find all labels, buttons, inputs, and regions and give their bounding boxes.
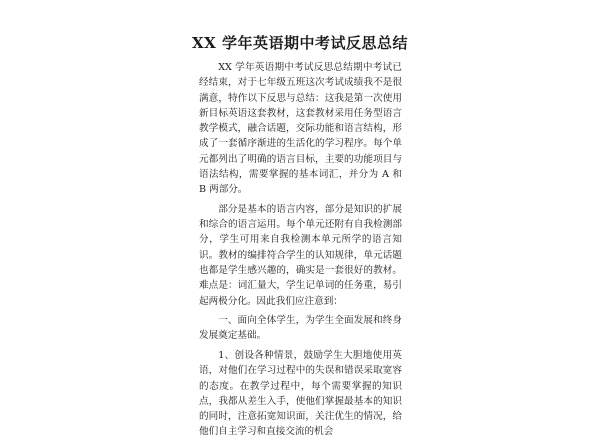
document-body: [199, 60, 402, 444]
paragraph-content: 部分是基本的语言内容，部分是知识的扩展和综合的语言运用。每个单元还附有自我检测部分，学生可用来自我检测本单元所学的语言知识。教材的编排符合学生的认知规律，单元话题也都是学生感兴趣的，确实是一套很好的教材。难点是：词汇量大，学生记单词的任务重，易引起两极分化。因此我们应注意到：: [199, 203, 402, 307]
paragraph-intro: XX 学年英语期中考试反思总结期中考试已经结束，对于七年级五班这次考试成绩我不是很满意，特作以下反思与总结：这我是第一次使用新目标英语这套教材，这套教材采用任务型语言教学模式，融合话题，交际功能和语言结构，形成了一套循序渐进的生活化的学习程序。每个单元都列出了明确的语言目标，主要的功能项目与语法结构，需要掌握的基本词汇，并分为 A 和 B 两部分。: [199, 62, 402, 196]
document-title: XX 学年英语期中考试反思总结: [192, 34, 408, 52]
paragraph-section-heading: 一、面向全体学生，为学生全面发展和终身发展奠定基础。: [199, 315, 402, 342]
paragraph-item-1: 1、创设各种情景，鼓励学生大胆地使用英语，对他们在学习过程中的失误和错误采取宽容的态度。在教学过程中，每个需要掌握的知识点，我都从差生入手，使他们掌握最基本的知识的同时，注意拓宽知识面，关注优生的情况，给他们自主学习和直接交流的机会: [199, 349, 402, 438]
